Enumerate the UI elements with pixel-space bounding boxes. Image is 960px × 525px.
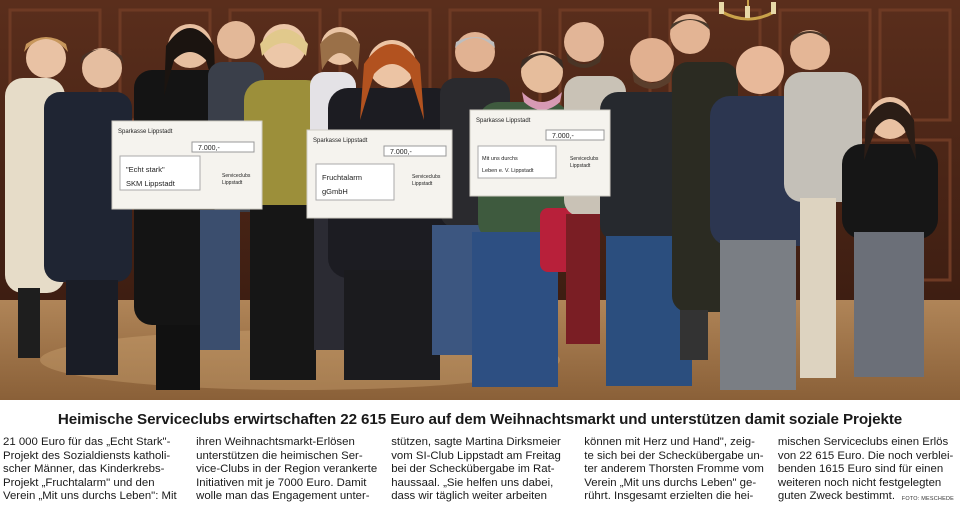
cheque-1-amount: 7.000,- [198, 145, 220, 152]
article-column-2 [196, 436, 377, 522]
text-line: mischen Serviceclubs einen Erlös [777, 436, 949, 448]
cheque-1-issuer-1: Serviceclubs [222, 173, 251, 179]
text-line: 21 000 Euro für das „Echt Stark"- [3, 436, 171, 448]
cheque-1-issuer-2: Lippstadt [222, 180, 243, 186]
text-line: Initiativen mit je 7000 Euro. Damit [196, 476, 367, 489]
article-headline: Heimische Serviceclubs erwirtschaften 22 615 Euro auf dem Weihnachtsmarkt und unterstützen damit soziale Projekte [57, 411, 903, 428]
article-column-3 [391, 436, 570, 522]
cheque-3-recipient-1: Mit uns durchs [482, 156, 518, 162]
text-line: benden 1615 Euro sind für einen [777, 463, 944, 476]
text-line: können mit Herz und Hand", zeig- [584, 436, 755, 448]
text-line: te sich bei der Scheckübergabe un- [584, 449, 764, 462]
cheque-3-recipient-2: Leben e. V. Lippstadt [482, 168, 534, 174]
article-body [3, 436, 957, 522]
cheque-2-amount: 7.000,- [390, 149, 412, 156]
text-line: ihren Weihnachtsmarkt-Erlösen [196, 436, 355, 448]
text-line: vice-Clubs in der Region verankerte [196, 463, 378, 476]
text-line: von 22 615 Euro. Die noch verblei- [777, 449, 954, 462]
text-line: bei der Scheckübergabe im Rat- [391, 463, 555, 476]
cheque-fruchtalarm [307, 130, 452, 218]
text-line: wolle man das Engagement unter- [196, 490, 370, 503]
cheque-3-bank: Sparkasse Lippstadt [476, 118, 531, 124]
text-line: scher Männer, das Kinderkrebs- [3, 463, 165, 476]
cheque-2-bank: Sparkasse Lippstadt [313, 138, 368, 144]
cheque-2-issuer-1: Serviceclubs [412, 174, 441, 180]
cheque-2-issuer-2: Lippstadt [412, 181, 433, 187]
article-column-5 [778, 436, 957, 522]
text-line: vom SI-Club Lippstadt am Freitag [391, 449, 561, 462]
cheque-1-bank: Sparkasse Lippstadt [118, 129, 173, 135]
cheque-1-recipient-2: SKM Lippstadt [126, 179, 175, 188]
text-line: rührt. Insgesamt erzielten die hei- [584, 490, 754, 503]
text-line: Projekt des Sozialdiensts katholi- [3, 449, 171, 462]
cheque-mit-uns-durchs-leben [470, 110, 610, 196]
text-line: guten Zweck bestimmt. [777, 490, 895, 503]
text-line: unterstützen die heimischen Ser- [196, 449, 363, 462]
cheque-3-issuer-1: Serviceclubs [570, 156, 599, 162]
cheque-3-amount: 7.000,- [552, 133, 574, 140]
text-line: Projekt „Fruchtalarm" und den [3, 476, 155, 489]
cheque-3-issuer-2: Lippstadt [570, 163, 591, 169]
text-line: Verein „Mit uns durchs Leben": Mit [3, 490, 177, 503]
article-column-1 [3, 436, 182, 522]
article-column-4 [584, 436, 764, 522]
text-line: dass wir täglich weiter arbeiten [391, 490, 547, 503]
photo-credit: FOTO: MESCHEDE [901, 496, 954, 502]
cheque-1-recipient-1: "Echt stark" [126, 165, 165, 174]
cheque-2-recipient-1: Fruchtalarm [322, 173, 363, 182]
text-line: ter anderem Thorsten Fromme vom [584, 463, 764, 476]
cheque-echt-stark [112, 121, 262, 209]
text-line: haussaal. „Sie helfen uns dabei, [391, 476, 554, 489]
text-line: Verein „Mit uns durchs Leben" ge- [584, 476, 757, 489]
text-line: stützen, sagte Martina Dirksmeier [391, 436, 561, 448]
cheque-2-recipient-2: gGmbH [322, 187, 348, 196]
text-line: weiteren noch nicht festgelegten [777, 476, 942, 489]
